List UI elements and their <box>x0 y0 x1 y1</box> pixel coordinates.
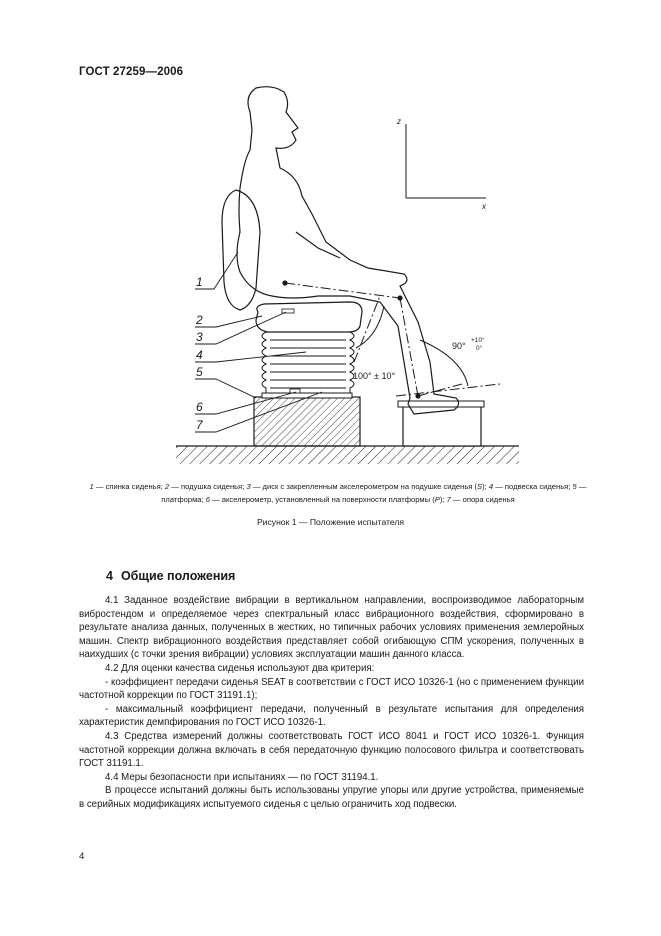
seat-suspension <box>262 332 354 393</box>
callout-6: 6 <box>196 400 203 414</box>
callout-7: 7 <box>196 418 203 432</box>
platform <box>254 393 360 446</box>
section-title-text: Общие положения <box>120 569 236 583</box>
seat-cushion <box>256 302 362 332</box>
callout-2: 2 <box>196 313 203 327</box>
knee-angle-upper-tolerance: +10° <box>471 337 485 344</box>
knee-angle-label: 90° <box>452 341 466 351</box>
paragraph: В процессе испытаний должны быть использованы упругие упоры или другие устройства, применяемые в серийных модификациях испытуемого сиденья с целью ограничить ход подвески. <box>79 785 584 810</box>
paragraph: 4.2 Для оценки качества сиденья используют два критерия: <box>105 662 375 674</box>
paragraph: 4.4 Меры безопасности при испытаниях — по ГОСТ 31194.1. <box>105 771 379 783</box>
x-axis-label: x <box>482 202 486 211</box>
callout-3: 3 <box>196 330 203 344</box>
knee-angle-lower-tolerance: 0° <box>476 345 483 352</box>
document-code: ГОСТ 27259—2006 <box>79 66 184 78</box>
seat-back <box>222 190 260 310</box>
section-heading <box>106 569 243 583</box>
callout-4: 4 <box>196 348 203 362</box>
paragraph: 4.3 Средства измерений должны соответствовать ГОСТ ИСО 8041 и ГОСТ ИСО 10326-1. Функция частотной коррекции должна включать в себя передаточную функцию полосового фильтра и соответствовать ГОСТ 31191.1. <box>79 730 584 770</box>
callout-5: 5 <box>196 365 203 379</box>
paragraph: - максимальный коэффициент передачи, полученный в результате испытания для определения характеристик демпфирования по ГОСТ ИСО 10326-1. <box>79 703 584 729</box>
coordinate-axes <box>406 124 486 198</box>
callout-1: 1 <box>196 275 203 289</box>
section-body <box>79 594 584 812</box>
paragraph: - коэффициент передачи сиденья SEAT в соответствии с ГОСТ ИСО 10326-1 (но с применением функции частотной коррекции по ГОСТ 31191.1); <box>79 676 584 702</box>
hip-angle-label: 100° ± 10° <box>353 371 396 381</box>
ground <box>176 446 519 464</box>
paragraph: 4.1 Заданное воздействие вибрации в вертикальном направлении, воспроизводимое лабораторным вибростендом и определяемое через спектральный класс вибрационного воздействия, сформировано в результате анализа данных, полученных в жестких, но типичных рабочих условиях применения землеройных машин. Спектр вибрационного воздействия представляет собой огибающую СПМ ускорения, полученных в наихудших (с точки зрения вибрации) условиях эксплуатации машин данного класса. <box>79 595 584 661</box>
page-number: 4 <box>79 851 85 862</box>
z-axis-label: z <box>397 117 401 126</box>
foot-support <box>403 406 481 446</box>
seat-accelerometer-disk <box>282 309 294 313</box>
section-number: 4 <box>106 569 113 583</box>
foot-plate <box>398 401 484 407</box>
figure-title: Рисунок 1 — Положение испытателя <box>256 517 405 527</box>
figure-legend: 1 — спинка сиденья; 2 — подушка сиденья; 3 — диск с закрепленным акселерометром на подушке сиденья (S); 4 — подвеска сиденья; 5 — платформа; 6 — акселерометр, установленный на поверхности платформы (P); 7 — опора сиденья <box>89 482 587 504</box>
